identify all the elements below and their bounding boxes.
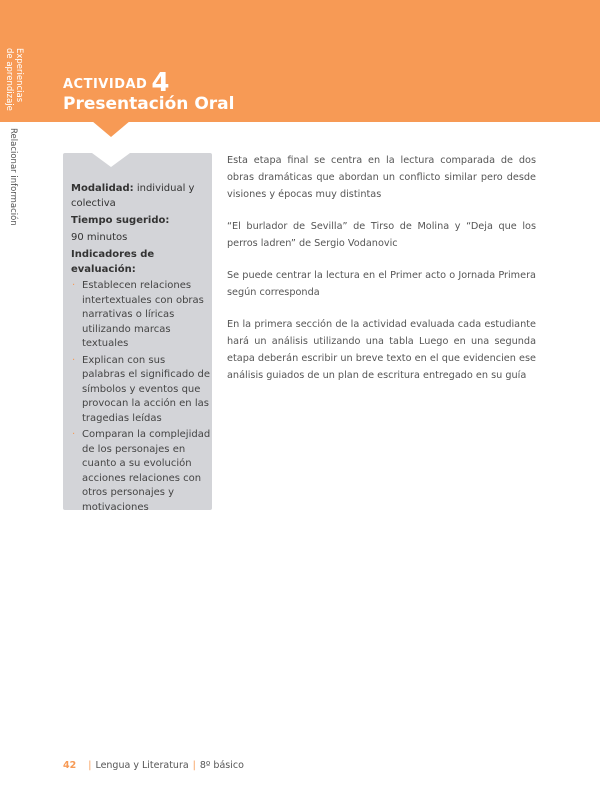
footer-subject: Lengua y Literatura [95,760,189,771]
list-item [71,428,211,515]
sidebar-notch [92,153,130,167]
main-text [227,152,536,399]
side-tab-label: Relacionar información [8,128,18,226]
list-item [71,354,211,427]
list-item [71,279,211,352]
page-title: Presentación Oral [63,94,235,114]
header-notch [92,121,130,137]
footer-separator: | [192,760,196,771]
bullet-icon: · [72,429,76,440]
paragraph-2: “El burlador de Sevilla” de Tirso de Molina y “Deja que los perros ladren” de Sergio Vodanovic [227,221,536,249]
modalidad-label: Modalidad: [71,183,134,194]
footer [63,760,244,771]
indicadores-list [71,279,211,515]
modalidad-value: individual y colectiva [71,183,195,209]
footer-grade: 8º básico [199,760,244,771]
paragraph-3: Se puede centrar la lectura en el Primer acto o Jornada Primera según corresponda [227,270,536,298]
footer-separator: | [88,760,92,771]
bullet-icon: · [72,280,76,291]
section-side-label: Experiencias de aprendizaje [4,48,24,111]
tiempo-value: 90 minutos [71,231,128,243]
activity-number: 4 [151,68,170,98]
paragraph-1: Esta etapa final se centra en la lectura comparada de dos obras dramáticas que abordan un conflicto similar pero desde visiones y épocas muy distintas [227,155,536,200]
paragraph-4: En la primera sección de la actividad evaluada cada estudiante hará un análisis utilizando una tabla Luego en una segunda etapa deberán escribir un breve texto en el que evidencien ese análisis guiados de un plan de escritura entregado en su guía [227,319,536,381]
sidebar-content [71,182,211,515]
indicator-text: Comparan la complejidad de los personajes en cuanto a su evolución acciones relaciones con otros personajes y motivaciones [82,429,211,513]
indicator-text: Explican con sus palabras el significado de símbolos y eventos que provocan la acción en las tragedias leídas [82,354,210,424]
indicadores-label: Indicadores de evaluación: [71,249,155,275]
page-number: 42 [63,760,77,771]
tiempo-label: Tiempo sugerido: [71,215,170,226]
activity-label: ACTIVIDAD [63,77,148,92]
indicator-text: Establecen relaciones intertextuales con obras narrativas o líricas utilizando marcas textuales [82,280,204,349]
bullet-icon: · [72,354,76,366]
